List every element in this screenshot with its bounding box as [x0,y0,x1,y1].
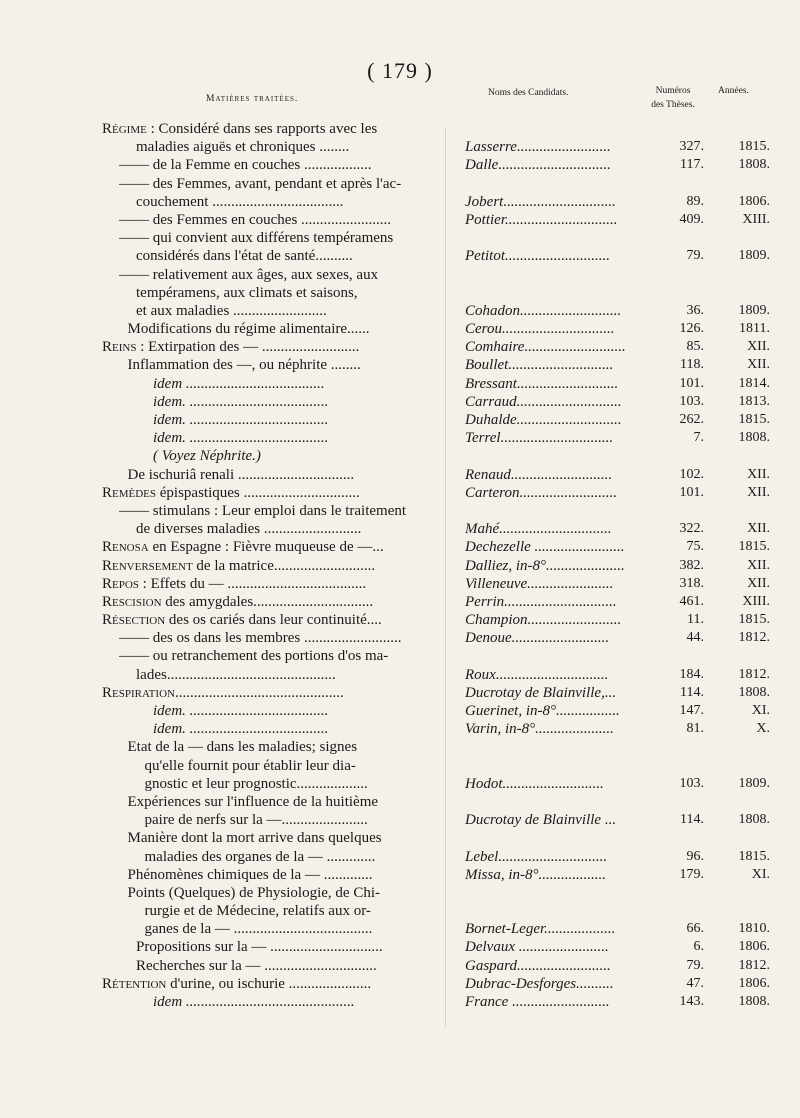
matiere-cell [153,429,452,447]
matiere-cell [128,356,453,374]
entry-text: qu'elle fournit pour établir leur dia- [144,757,356,774]
matiere-cell [128,738,453,756]
thesis-number: 79. [686,248,704,264]
table-row [0,575,800,593]
table-row [0,393,800,411]
table-row [0,757,800,775]
thesis-number: 118. [680,357,704,373]
thesis-year: 1806. [738,975,770,991]
candidate-name: Champion......................... [465,612,622,629]
entry-text: Points (Quelques) de Physiologie, de Chi- [127,884,380,901]
matiere-cell [119,229,452,247]
thesis-number: 44. [686,630,704,646]
entry-text: considérés dans l'état de santé.......... [136,248,353,265]
thesis-number: 117. [680,157,704,173]
thesis-year: 1815. [738,848,770,864]
matiere-cell [119,156,452,174]
entry-text: idem ............................................. [153,994,355,1010]
thesis-year: 1808. [738,157,770,173]
matiere-cell [145,811,453,829]
thesis-number: 6. [693,939,704,955]
entry-text: —— des os dans les membres .......................... [119,630,402,647]
thesis-year: 1812. [738,666,770,682]
candidate-name: Ducrotay de Blainville,... [465,684,617,701]
thesis-number: 114. [680,812,704,828]
thesis-year: 1815. [738,139,770,155]
thesis-number: 96. [686,848,704,864]
entry-heading: Repos [102,575,139,592]
candidate-name: Denoue.......................... [465,630,610,647]
matiere-cell [102,120,452,138]
entry-text: —— relativement aux âges, aux sexes, aux [119,266,379,283]
thesis-number: 81. [686,721,704,737]
entry-text: ( Voyez Néphrite.) [153,448,261,465]
matiere-cell [153,411,452,429]
matiere-cell [145,848,453,866]
matiere-cell [136,247,452,265]
thesis-number: 7. [693,430,704,446]
entry-text: : Extirpation des — .......................... [136,339,360,356]
header-annees: Années. [718,86,749,96]
entry-text: : Considéré dans ses rapports avec les [146,121,378,137]
entry-text: rurgie et de Médecine, relatifs aux or- [144,903,371,920]
entry-text: idem. ..................................... [153,430,329,447]
thesis-year: XII. [747,484,770,500]
thesis-number: 101. [679,484,704,500]
matiere-cell [128,829,453,847]
entry-text: idem. ..................................... [153,412,329,428]
thesis-year: 1814. [738,375,770,391]
entry-heading: Résection [102,612,166,629]
matiere-cell [145,775,453,793]
table-row [0,938,800,956]
candidate-name: Varin, in-8°..................... [465,721,614,738]
index-table [0,120,800,1011]
table-row [0,702,800,720]
candidate-name: Petitot............................ [465,248,610,265]
table-row [0,920,800,938]
entry-text: maladies aiguës et chroniques ........ [136,139,350,156]
thesis-number: 66. [686,921,704,937]
table-row [0,666,800,684]
candidate-name: Pottier.............................. [465,211,618,228]
table-row [0,993,800,1011]
thesis-number: 143. [679,994,704,1009]
entry-text: —— ou retranchement des portions d'os ma- [119,648,389,665]
entry-heading: Reins [102,339,137,356]
matiere-cell [153,393,452,411]
entry-text: idem. ..................................... [153,393,329,410]
header-numeros-line2: des Thèses. [651,100,695,110]
entry-text: ganes de la — ..................................... [144,921,373,938]
thesis-number: 179. [679,866,704,882]
table-row [0,775,800,793]
table-row [0,902,800,920]
thesis-year: X. [756,721,770,737]
matiere-cell [145,902,453,920]
entry-text: d'urine, ou ischurie ...................... [166,975,372,992]
entry-heading: Respiration [102,684,175,701]
candidate-name: Carteron.......................... [465,484,617,501]
table-row [0,793,800,811]
entry-text: —— qui convient aux différens tempéramens [119,230,394,247]
table-row [0,375,800,393]
thesis-number: 461. [679,593,704,609]
entry-heading: Renosa [102,539,149,556]
matiere-cell [119,266,452,284]
entry-heading: Remèdes [102,484,157,501]
header-candidats: Noms des Candidats. [488,88,569,98]
entry-text: Recherches sur la — .............................. [136,957,377,974]
entry-text: Etat de la — dans les maladies; signes [127,739,358,756]
thesis-year: 1812. [738,630,770,646]
thesis-number: 47. [686,975,704,991]
thesis-number: 11. [687,612,704,628]
candidate-name: Cerou.............................. [465,321,615,338]
thesis-year: XIII. [742,211,770,227]
thesis-year: 1815. [738,612,770,628]
table-row [0,429,800,447]
entry-heading: Rétention [102,975,167,992]
matiere-cell [102,538,452,556]
thesis-year: 1812. [738,957,770,973]
thesis-year: 1811. [739,321,770,337]
matiere-cell [119,502,452,520]
thesis-number: 382. [679,557,704,573]
candidate-name: Dalliez, in-8°..................... [465,557,625,574]
thesis-number: 103. [679,775,704,791]
thesis-year: XII. [747,339,770,355]
candidate-name: Duhalde............................ [465,412,622,428]
thesis-year: XII. [747,466,770,482]
matiere-cell [102,684,452,702]
table-row [0,684,800,702]
entry-text: Manière dont la mort arrive dans quelques [127,830,382,847]
matiere-cell [136,666,452,684]
entry-text: Modifications du régime alimentaire...... [127,321,370,338]
thesis-year: 1809. [738,775,770,791]
thesis-number: 102. [679,466,704,482]
candidate-name: France .......................... [465,994,610,1010]
table-row [0,338,800,356]
entry-text: idem ..................................... [153,375,325,392]
candidate-name: Comhaire........................... [465,339,626,356]
matiere-cell [128,793,453,811]
thesis-number: 36. [686,302,704,318]
entry-text: ............................................. [174,684,344,701]
matiere-cell [128,466,453,484]
table-row [0,557,800,575]
entry-text: maladies des organes de la — ............. [144,848,376,865]
table-row [0,538,800,556]
thesis-year: 1815. [738,539,770,555]
candidate-name: Carraud............................ [465,393,622,410]
entry-heading: Régime [102,121,147,137]
entry-text: : Effets du — ..................................... [138,575,367,592]
candidate-name: Villeneuve....................... [465,575,614,592]
table-row [0,647,800,665]
thesis-number: 147. [679,703,704,718]
thesis-year: 1808. [738,994,770,1009]
candidate-name: Roux.............................. [465,666,609,683]
thesis-number: 318. [679,575,704,591]
entry-text: paire de nerfs sur la —....................... [144,812,368,829]
matiere-cell [145,920,453,938]
candidate-name: Gaspard......................... [465,957,611,974]
matiere-cell [153,447,452,465]
table-row [0,611,800,629]
entry-heading: Renversement [102,557,193,574]
table-row [0,211,800,229]
table-row [0,356,800,374]
table-row [0,829,800,847]
thesis-number: 184. [679,666,704,682]
entry-text: Inflammation des —, ou néphrite ........ [127,357,361,374]
entry-text: de la matrice........................... [192,557,376,574]
entry-text: des amygdales................................ [161,593,374,610]
entry-text: idem. ..................................... [153,721,329,738]
table-row [0,120,800,138]
entry-text: Propositions sur la — .............................. [136,939,383,956]
matiere-cell [153,702,452,720]
table-row [0,866,800,884]
candidate-name: Hodot........................... [465,775,604,792]
candidate-name: Boullet............................ [465,357,614,374]
matiere-cell [102,557,452,575]
matiere-cell [136,957,452,975]
table-row [0,884,800,902]
entry-text: idem. ..................................... [153,703,329,719]
candidate-name: Bressant........................... [465,375,619,392]
matiere-cell [136,520,452,538]
entry-text: couchement ................................... [136,193,344,210]
candidate-name: Cohadon........................... [465,302,622,319]
thesis-year: XII. [747,521,770,537]
table-row [0,593,800,611]
thesis-year: 1806. [738,193,770,209]
matiere-cell [102,593,452,611]
candidate-name: Jobert.............................. [465,193,616,210]
header-matieres: Matières traitées. [206,94,299,104]
candidate-name: Lasserre......................... [465,139,611,156]
entry-text: —— de la Femme en couches .................. [119,157,372,174]
thesis-number: 89. [686,193,704,209]
table-row [0,811,800,829]
matiere-cell [153,375,452,393]
thesis-number: 409. [679,211,704,227]
matiere-cell [102,975,452,993]
table-row [0,302,800,320]
matiere-cell [128,884,453,902]
thesis-year: XII. [747,575,770,591]
candidate-name: Dechezelle ........................ [465,539,625,556]
table-row [0,266,800,284]
table-row [0,520,800,538]
entry-text: De ischuriâ renali ............................... [127,466,355,483]
entry-text: épispastiques ............................... [156,484,360,501]
table-row [0,720,800,738]
matiere-cell [145,757,453,775]
table-row [0,193,800,211]
thesis-year: 1808. [738,812,770,828]
entry-heading: Rescision [102,593,162,610]
table-row [0,320,800,338]
entry-text: de diverses maladies .......................... [136,521,362,538]
candidate-name: Ducrotay de Blainville ... [465,812,617,829]
thesis-number: 327. [679,139,704,155]
candidate-name: Terrel.............................. [465,430,614,447]
matiere-cell [136,938,452,956]
entry-text: en Espagne : Fièvre muqueuse de —... [148,539,384,556]
table-row [0,284,800,302]
matiere-cell [102,611,452,629]
matiere-cell [136,284,452,302]
table-row [0,229,800,247]
thesis-year: 1815. [738,412,770,427]
matiere-cell [128,866,453,884]
thesis-number: 101. [679,375,704,391]
matiere-cell [119,211,452,229]
table-row [0,629,800,647]
matiere-cell [119,175,452,193]
candidate-name: Perrin.............................. [465,593,617,610]
matiere-cell [119,629,452,647]
table-row [0,957,800,975]
entry-text: Expériences sur l'influence de la huitième [127,793,379,810]
entry-text: —— stimulans : Leur emploi dans le traitement [119,502,407,519]
header-numeros [638,84,708,112]
header-numeros-line1: Numéros [655,86,691,96]
matiere-cell [136,302,452,320]
candidate-name: Renaud........................... [465,466,613,483]
thesis-number: 262. [679,412,704,427]
candidate-name: Dalle.............................. [465,157,611,174]
entry-text: Phénomènes chimiques de la — ............. [127,866,373,883]
thesis-year: 1813. [738,393,770,409]
thesis-number: 75. [686,539,704,555]
entry-text: des os cariés dans leur continuité.... [165,612,382,629]
table-row [0,411,800,429]
matiere-cell [102,484,452,502]
table-row [0,738,800,756]
entry-text: —— des Femmes, avant, pendant et après l'ac- [119,175,402,192]
candidate-name: Missa, in-8°.................. [465,866,606,883]
thesis-number: 114. [680,684,704,700]
entry-text: gnostic et leur prognostic................... [144,775,368,792]
matiere-cell [136,138,452,156]
table-row [0,156,800,174]
matiere-cell [119,647,452,665]
thesis-year: 1809. [738,302,770,318]
candidate-name: Bornet-Leger................... [465,921,616,938]
candidate-name: Dubrac-Desforges.......... [465,975,614,992]
entry-text: lades............................................. [136,666,336,683]
table-row [0,138,800,156]
page-number: ( 179 ) [367,58,433,83]
thesis-year: XI. [751,703,770,718]
thesis-number: 103. [679,393,704,409]
candidate-name: Guerinet, in-8°................. [465,703,620,719]
matiere-cell [102,575,452,593]
thesis-number: 85. [686,339,704,355]
entry-text: tempéramens, aux climats et saisons, [136,284,358,301]
table-row [0,484,800,502]
matiere-cell [128,320,453,338]
thesis-year: 1806. [738,939,770,955]
thesis-year: 1808. [738,684,770,700]
entry-text: et aux maladies ......................... [136,302,327,319]
table-row [0,466,800,484]
matiere-cell [102,338,452,356]
thesis-year: 1810. [738,921,770,937]
thesis-year: 1808. [738,430,770,446]
thesis-year: XIII. [742,593,770,609]
thesis-number: 322. [679,521,704,537]
table-row [0,848,800,866]
candidate-name: Lebel............................. [465,848,608,865]
table-row [0,975,800,993]
matiere-cell [153,993,452,1011]
entry-text: —— des Femmes en couches ........................ [119,211,392,228]
thesis-year: 1809. [738,248,770,264]
thesis-number: 126. [679,321,704,337]
thesis-year: XI. [751,866,770,882]
matiere-cell [136,193,452,211]
matiere-cell [153,720,452,738]
thesis-number: 79. [686,957,704,973]
candidate-name: Delvaux ........................ [465,939,609,956]
thesis-year: XII. [747,557,770,573]
table-row [0,175,800,193]
table-row [0,247,800,265]
table-row [0,502,800,520]
table-row [0,447,800,465]
thesis-year: XII. [747,357,770,373]
candidate-name: Mahé.............................. [465,521,612,538]
